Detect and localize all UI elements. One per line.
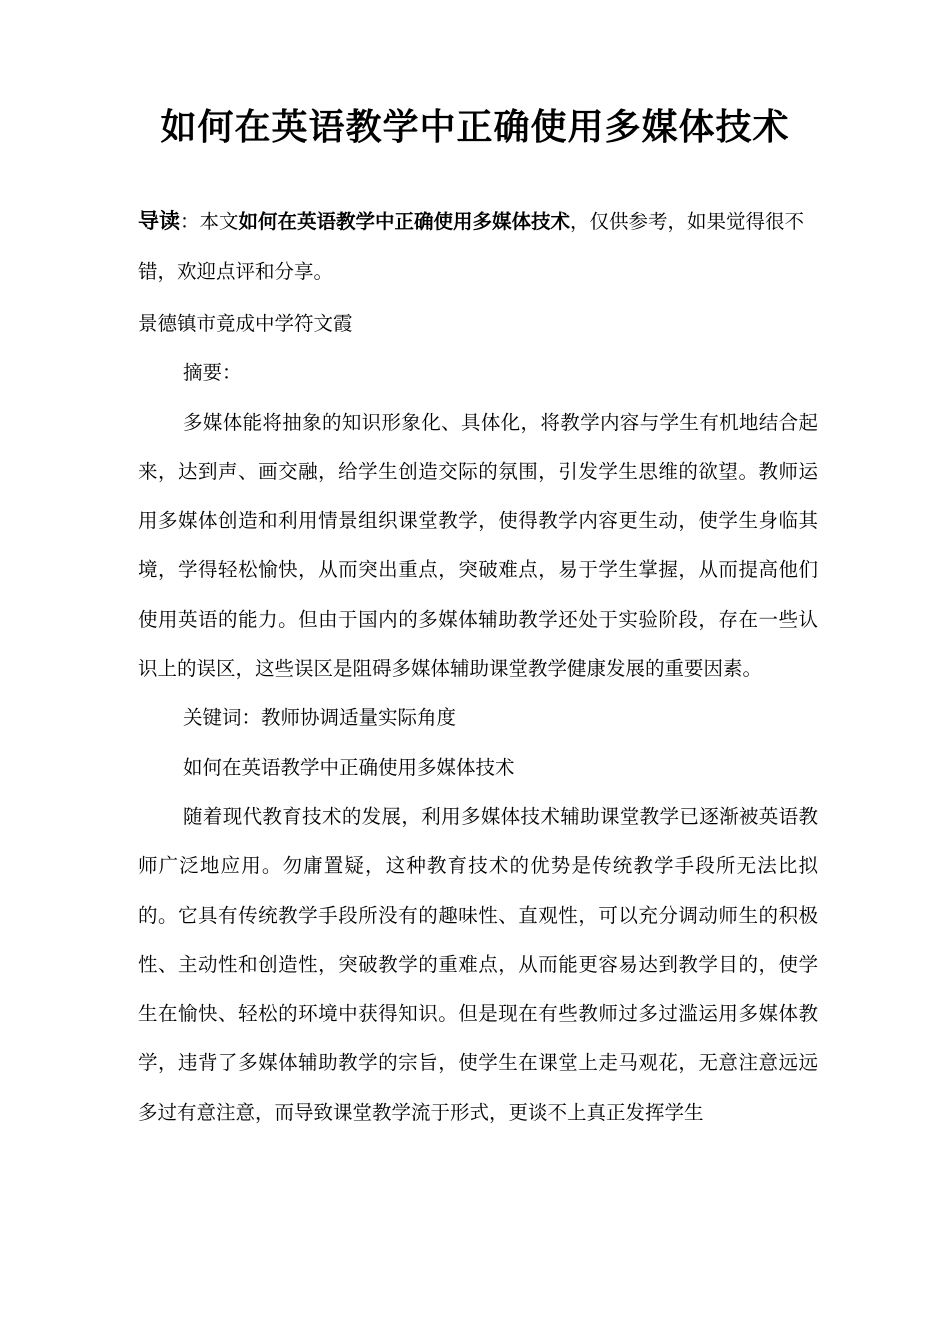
intro-suffix: ，仅供参考，如果觉得很不错，欢迎点评和分享。 [138, 210, 805, 283]
intro-colon: ： [180, 210, 200, 233]
document-body [138, 299, 818, 1137]
body-paragraph: 随着现代教育技术的发展，利用多媒体技术辅助课堂教学已逐渐被英语教师广泛地应用。勿庸置疑，这种教育技术的优势是传统教学手段所无法比拟的。它具有传统教学手段所没有的趣味性、直观性，可以充分调动师生的积极性、主动性和创造性，突破教学的重难点，从而能更容易达到教学目的，使学生在愉快、轻松的环境中获得知识。但是现在有些教师过多过滥运用多媒体教学，违背了多媒体辅助教学的宗旨，使学生在课堂上走马观花，无意注意远远多过有意注意，而导致课堂教学流于形式，更谈不上真正发挥学生 [138, 804, 818, 1124]
intro-lead: 导读 [138, 209, 180, 233]
intro-bold-title: 如何在英语教学中正确使用多媒体技术 [238, 210, 571, 233]
intro-paragraph [138, 196, 818, 297]
section-title: 如何在英语教学中正确使用多媒体技术 [183, 755, 515, 779]
abstract-label: 摘要： [183, 361, 242, 385]
keywords-line: 关键词：教师协调适量实际角度 [183, 706, 457, 730]
intro-prefix: 本文 [199, 210, 239, 233]
document-title: 如何在英语教学中正确使用多媒体技术 [160, 107, 790, 148]
author-line: 景德镇市竟成中学符文霞 [138, 312, 353, 335]
abstract-paragraph: 多媒体能将抽象的知识形象化、具体化，将教学内容与学生有机地结合起来，达到声、画交融，给学生创造交际的氛围，引发学生思维的欲望。教师运用多媒体创造和利用情景组织课堂教学，使得教学内容更生动，使学生身临其境，学得轻松愉快，从而突出重点，突破难点，易于学生掌握，从而提高他们使用英语的能力。但由于国内的多媒体辅助教学还处于实验阶段，存在一些认识上的误区，这些误区是阻碍多媒体辅助课堂教学健康发展的重要因素。 [138, 410, 818, 681]
